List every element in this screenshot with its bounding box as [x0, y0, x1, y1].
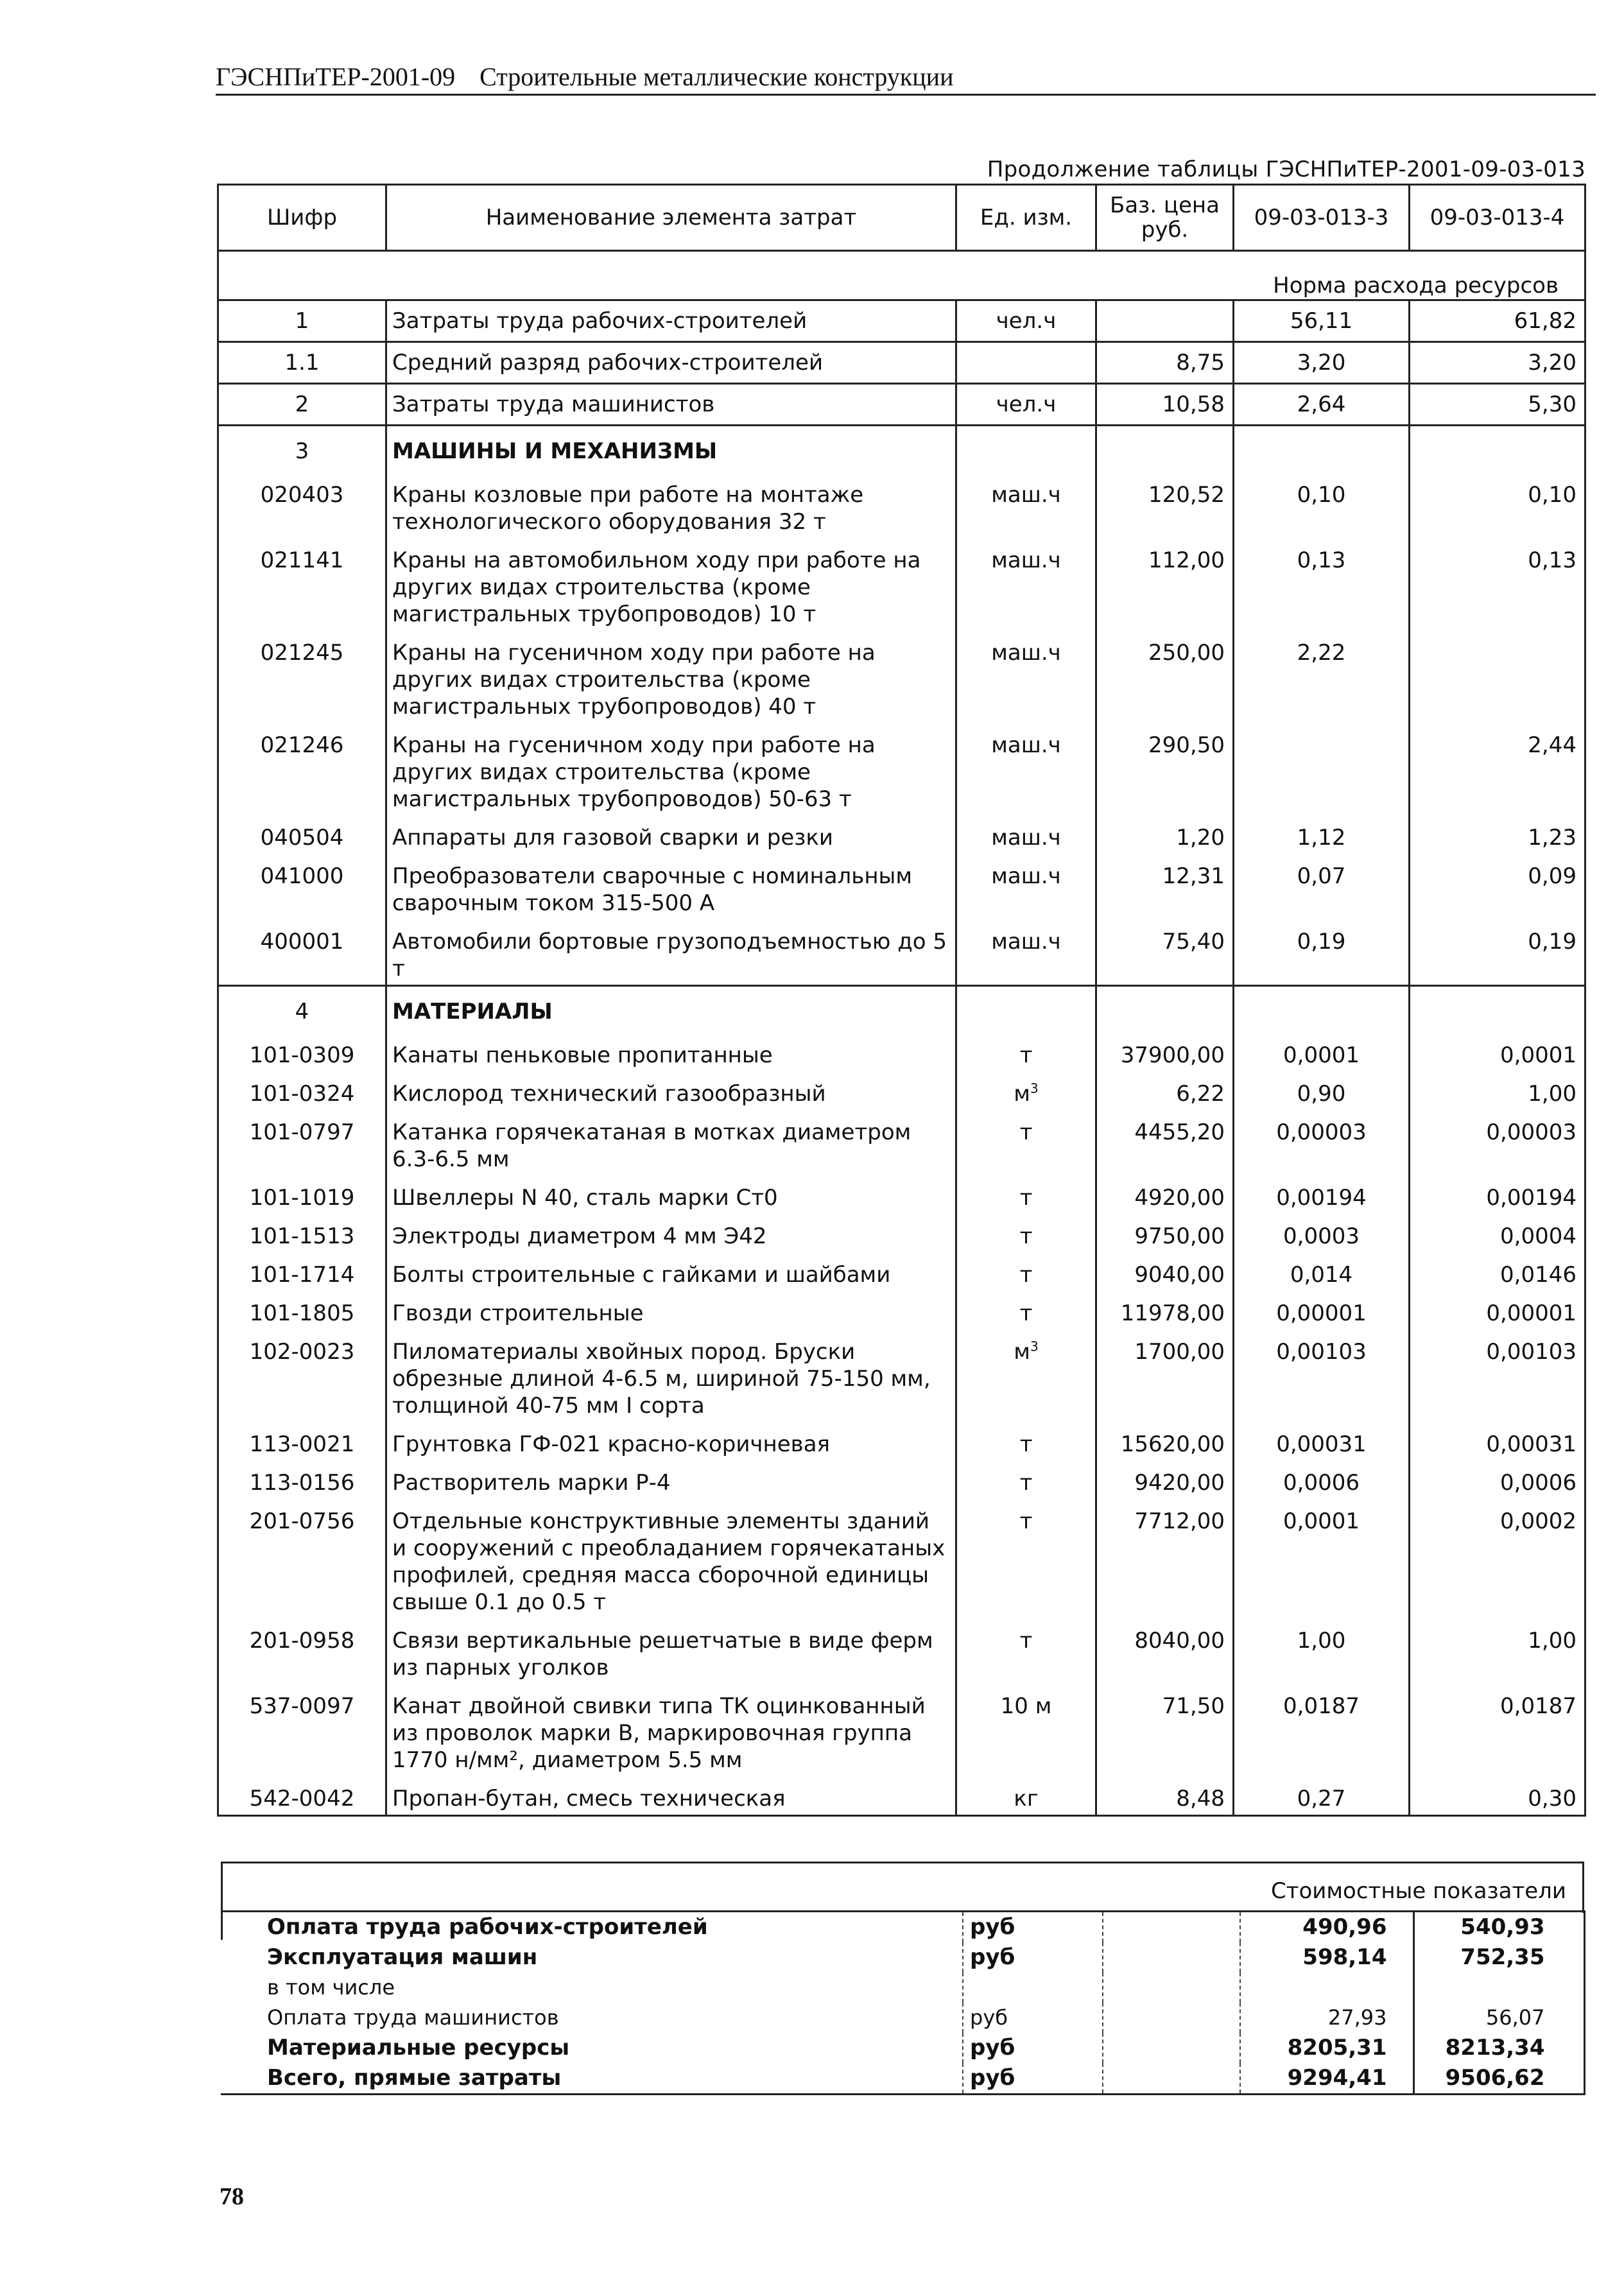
- unit-text: т: [1019, 1223, 1033, 1249]
- norm-caption: Норма расхода ресурсов: [218, 268, 1585, 300]
- empty-cell: [1096, 426, 1234, 473]
- row-name: Краны козловые при работе на монтаже технологического оборудования 32 т: [386, 472, 956, 538]
- row-value-2: 0,30: [1410, 1776, 1585, 1816]
- summary-table-body: [221, 1912, 1584, 2095]
- group-code: 4: [218, 986, 386, 1033]
- row-name: Швеллеры N 40, сталь марки Ст0: [386, 1175, 956, 1214]
- row-name: Грунтовка ГФ-021 красно-коричневая: [386, 1422, 956, 1460]
- row-unit: [956, 1684, 1096, 1776]
- row-code: 041000: [218, 854, 386, 919]
- summary-unit: руб: [963, 2033, 1103, 2063]
- row-price: 6,22: [1096, 1071, 1234, 1110]
- row-name: Гвозди строительные: [386, 1291, 956, 1329]
- unit-text: маш.ч: [991, 732, 1061, 758]
- row-value-2: 0,0002: [1410, 1499, 1585, 1618]
- group-code: 3: [218, 426, 386, 473]
- unit-text: т: [1019, 1470, 1033, 1496]
- summary-row: [221, 2063, 1584, 2095]
- table-row: [218, 815, 1585, 854]
- unit-text: м: [1014, 1081, 1030, 1107]
- row-value-2: 0,00103: [1410, 1329, 1585, 1422]
- table-row: [218, 472, 1585, 538]
- row-value-1: 56,11: [1234, 300, 1410, 342]
- empty-cell: [1410, 426, 1585, 473]
- row-code: 113-0021: [218, 1422, 386, 1460]
- row-price: 71,50: [1096, 1684, 1234, 1776]
- table-row: [218, 1291, 1585, 1329]
- row-name: Средний разряд рабочих-строителей: [386, 342, 956, 384]
- row-name: Канат двойной свивки типа ТК оцинкованный из проволок марки В, маркировочная группа 1770 н/мм², диаметром 5.5 мм: [386, 1684, 956, 1776]
- row-value-1: 3,20: [1234, 342, 1410, 384]
- row-unit: [956, 1291, 1096, 1329]
- unit-text: т: [1019, 1628, 1033, 1654]
- empty-cell: [1103, 2003, 1240, 2033]
- row-name: Пиломатериалы хвойных пород. Бруски обрезные длиной 4-6.5 м, шириной 75-150 мм, толщиной 40-75 мм I сорта: [386, 1329, 956, 1422]
- summary-unit: [963, 1973, 1103, 2003]
- document-title: Строительные металлические конструкции: [479, 62, 954, 91]
- unit-text: маш.ч: [991, 825, 1061, 851]
- table-row: [218, 384, 1585, 426]
- row-value-1: 0,07: [1234, 854, 1410, 919]
- row-unit: [956, 630, 1096, 723]
- running-header: [216, 62, 1596, 92]
- row-value-2: 0,13: [1410, 538, 1585, 630]
- table-row: [218, 1252, 1585, 1291]
- row-value-2: 3,20: [1410, 342, 1585, 384]
- row-value-1: 0,0006: [1234, 1460, 1410, 1499]
- row-name: Кислород технический газообразный: [386, 1071, 956, 1110]
- table-row: [218, 723, 1585, 815]
- table-spacer-row: [218, 251, 1585, 269]
- row-code: 021246: [218, 723, 386, 815]
- row-unit: [956, 538, 1096, 630]
- row-price: 9420,00: [1096, 1460, 1234, 1499]
- unit-text: маш.ч: [991, 482, 1061, 508]
- row-code: 1.1: [218, 342, 386, 384]
- empty-cell: [956, 986, 1096, 1033]
- empty-cell: [1234, 426, 1410, 473]
- unit-text: маш.ч: [991, 548, 1061, 573]
- row-value-1: 0,13: [1234, 538, 1410, 630]
- row-unit: [956, 815, 1096, 854]
- row-name: Краны на автомобильном ходу при работе на других видах строительства (кроме магистральных трубопроводов) 10 т: [386, 538, 956, 630]
- unit-text: маш.ч: [991, 640, 1061, 666]
- unit-text: т: [1019, 1431, 1033, 1457]
- row-name: Автомобили бортовые грузоподъемностью до 5 т: [386, 919, 956, 986]
- row-price: 75,40: [1096, 919, 1234, 986]
- group-header-row: [218, 426, 1585, 473]
- row-price: 1,20: [1096, 815, 1234, 854]
- row-price: 8,48: [1096, 1776, 1234, 1816]
- row-value-2: 0,19: [1410, 919, 1585, 986]
- price-header-line2: руб.: [1141, 217, 1189, 243]
- row-code: 542-0042: [218, 1776, 386, 1816]
- table-row: [218, 854, 1585, 919]
- table-row: [218, 1110, 1585, 1175]
- row-value-1: [1234, 723, 1410, 815]
- summary-unit: руб: [963, 1942, 1103, 1973]
- row-price: 12,31: [1096, 854, 1234, 919]
- summary-value-2: 540,93: [1413, 1912, 1584, 1943]
- row-name: Электроды диаметром 4 мм Э42: [386, 1214, 956, 1252]
- row-value-2: 0,0187: [1410, 1684, 1585, 1776]
- row-value-2: 2,44: [1410, 723, 1585, 815]
- row-value-1: 0,0001: [1234, 1499, 1410, 1618]
- row-code: 101-1019: [218, 1175, 386, 1214]
- row-value-2: 0,10: [1410, 472, 1585, 538]
- row-name: Болты строительные с гайками и шайбами: [386, 1252, 956, 1291]
- row-price: 9040,00: [1096, 1252, 1234, 1291]
- table-row: [218, 1776, 1585, 1816]
- table-row: [218, 1460, 1585, 1499]
- summary-label: Оплата труда рабочих-строителей: [221, 1912, 963, 1943]
- table-row: [218, 1175, 1585, 1214]
- summary-row: [221, 1973, 1584, 2003]
- row-value-2: 1,23: [1410, 815, 1585, 854]
- column-header-code: Шифр: [218, 185, 386, 251]
- row-name: Канаты пеньковые пропитанные: [386, 1033, 956, 1071]
- row-unit: [956, 300, 1096, 342]
- unit-text: т: [1019, 1119, 1033, 1145]
- summary-value-1: 598,14: [1240, 1942, 1413, 1973]
- table-row: [218, 1618, 1585, 1684]
- resource-table-body: [218, 185, 1585, 1816]
- row-price: 4455,20: [1096, 1110, 1234, 1175]
- summary-value-1: 8205,31: [1240, 2033, 1413, 2063]
- unit-text: м: [1014, 1339, 1030, 1365]
- row-code: 201-0756: [218, 1499, 386, 1618]
- summary-value-1: 490,96: [1240, 1912, 1413, 1943]
- empty-cell: [1103, 1973, 1240, 2003]
- table-row: [218, 1684, 1585, 1776]
- row-value-2: 0,00031: [1410, 1422, 1585, 1460]
- summary-value-1: [1240, 1973, 1413, 2003]
- row-value-2: 0,0001: [1410, 1033, 1585, 1071]
- column-header-unit: Ед. изм.: [956, 185, 1096, 251]
- row-price: 11978,00: [1096, 1291, 1234, 1329]
- row-unit: [956, 1460, 1096, 1499]
- row-value-1: 0,00194: [1234, 1175, 1410, 1214]
- table-row: [218, 1499, 1585, 1618]
- summary-value-1: 9294,41: [1240, 2063, 1413, 2095]
- row-unit: [956, 723, 1096, 815]
- row-value-1: 0,014: [1234, 1252, 1410, 1291]
- row-unit: [956, 472, 1096, 538]
- row-code: 537-0097: [218, 1684, 386, 1776]
- summary-frame-right: [1582, 1862, 1584, 1913]
- row-code: 101-0309: [218, 1033, 386, 1071]
- group-title: МАТЕРИАЛЫ: [386, 986, 956, 1033]
- row-value-1: 0,0001: [1234, 1033, 1410, 1071]
- unit-superscript: 3: [1030, 1338, 1039, 1354]
- row-name: Краны на гусеничном ходу при работе на других видах строительства (кроме магистральных трубопроводов) 40 т: [386, 630, 956, 723]
- row-price: 9750,00: [1096, 1214, 1234, 1252]
- row-code: 101-1513: [218, 1214, 386, 1252]
- empty-cell: [1103, 2063, 1240, 2095]
- summary-value-2: 9506,62: [1413, 2063, 1584, 2095]
- row-price: 290,50: [1096, 723, 1234, 815]
- row-value-1: 0,00003: [1234, 1110, 1410, 1175]
- row-unit: [956, 1175, 1096, 1214]
- row-code: 400001: [218, 919, 386, 986]
- row-value-2: 0,0146: [1410, 1252, 1585, 1291]
- row-price: 112,00: [1096, 538, 1234, 630]
- row-code: 020403: [218, 472, 386, 538]
- summary-value-1: 27,93: [1240, 2003, 1413, 2033]
- table-row: [218, 538, 1585, 630]
- table-row: [218, 1033, 1585, 1071]
- summary-row: [221, 2033, 1584, 2063]
- column-header-price: [1096, 185, 1234, 251]
- row-value-1: 1,12: [1234, 815, 1410, 854]
- row-name: Пропан-бутан, смесь техническая: [386, 1776, 956, 1816]
- unit-text: т: [1019, 1301, 1033, 1326]
- row-price: 15620,00: [1096, 1422, 1234, 1460]
- unit-text: т: [1019, 1185, 1033, 1211]
- summary-table: [221, 1910, 1585, 2095]
- row-unit: [956, 919, 1096, 986]
- table-row: [218, 1214, 1585, 1252]
- unit-text: маш.ч: [991, 863, 1061, 889]
- summary-row: [221, 1912, 1584, 1943]
- row-unit: [956, 342, 1096, 384]
- table-row: [218, 1329, 1585, 1422]
- summary-value-2: 56,07: [1413, 2003, 1584, 2033]
- resource-table: [217, 184, 1586, 1817]
- row-value-2: 0,00003: [1410, 1110, 1585, 1175]
- row-value-1: 0,00031: [1234, 1422, 1410, 1460]
- row-name: Краны на гусеничном ходу при работе на других видах строительства (кроме магистральных трубопроводов) 50-63 т: [386, 723, 956, 815]
- row-value-2: 1,00: [1410, 1071, 1585, 1110]
- row-name: Преобразователи сварочные с номинальным сварочным током 315-500 А: [386, 854, 956, 919]
- column-header-v2: 09-03-013-4: [1410, 185, 1585, 251]
- row-unit: [956, 854, 1096, 919]
- table-row: [218, 919, 1585, 986]
- row-value-1: 0,0187: [1234, 1684, 1410, 1776]
- row-value-1: 0,00103: [1234, 1329, 1410, 1422]
- row-code: 201-0958: [218, 1618, 386, 1684]
- summary-frame-top: [221, 1862, 1584, 1863]
- unit-text: т: [1019, 1508, 1033, 1534]
- row-value-1: 0,10: [1234, 472, 1410, 538]
- row-unit: [956, 1776, 1096, 1816]
- summary-label: Эксплуатация машин: [267, 1944, 538, 1970]
- row-unit: [956, 1033, 1096, 1071]
- cost-caption: Стоимостные показатели: [1270, 1878, 1566, 1904]
- empty-cell: [1103, 1942, 1240, 1973]
- row-code: 101-1805: [218, 1291, 386, 1329]
- row-price: 8040,00: [1096, 1618, 1234, 1684]
- row-unit: [956, 1618, 1096, 1684]
- summary-unit: руб: [963, 1912, 1103, 1943]
- row-value-1: 1,00: [1234, 1618, 1410, 1684]
- table-row: [218, 1071, 1585, 1110]
- empty-cell: [1096, 986, 1234, 1033]
- row-name: Связи вертикальные решетчатые в виде ферм из парных уголков: [386, 1618, 956, 1684]
- row-value-1: 0,00001: [1234, 1291, 1410, 1329]
- row-value-1: 0,19: [1234, 919, 1410, 986]
- row-code: 021141: [218, 538, 386, 630]
- norm-caption-row: [218, 268, 1585, 300]
- empty-cell: [1103, 2033, 1240, 2063]
- row-value-2: 0,0004: [1410, 1214, 1585, 1252]
- row-unit: [956, 1252, 1096, 1291]
- unit-text: маш.ч: [991, 929, 1061, 955]
- unit-text: кг: [1014, 1786, 1039, 1811]
- row-value-1: 0,0003: [1234, 1214, 1410, 1252]
- summary-label: в том числе: [267, 1975, 395, 2000]
- summary-label: Материальные ресурсы: [267, 2035, 570, 2061]
- unit-superscript: 3: [1030, 1080, 1039, 1096]
- header-rule: [216, 94, 1596, 96]
- document-code: ГЭСНПиТЕР-2001-09: [216, 62, 456, 91]
- row-value-2: 0,0006: [1410, 1460, 1585, 1499]
- row-name: Аппараты для газовой сварки и резки: [386, 815, 956, 854]
- row-name: Катанка горячекатаная в мотках диаметром 6.3-6.5 мм: [386, 1110, 956, 1175]
- row-unit: [956, 1110, 1096, 1175]
- table-header-row: [218, 185, 1585, 251]
- row-price: 37900,00: [1096, 1033, 1234, 1071]
- row-value-2: 61,82: [1410, 300, 1585, 342]
- summary-label: Оплата труда машинистов: [267, 2005, 559, 2030]
- row-value-2: 5,30: [1410, 384, 1585, 426]
- unit-text: чел.ч: [996, 308, 1057, 334]
- summary-row: [221, 1942, 1584, 1973]
- unit-text: 10 м: [1000, 1693, 1052, 1719]
- summary-value-2: 8213,34: [1413, 2033, 1584, 2063]
- table-row: [218, 300, 1585, 342]
- summary-value-2: 752,35: [1413, 1942, 1584, 1973]
- row-price: 7712,00: [1096, 1499, 1234, 1618]
- summary-unit: руб: [963, 2063, 1103, 2095]
- row-name: Отдельные конструктивные элементы зданий и сооружений с преобладанием горячекатаных профилей, средняя масса сборочной единицы свыше 0.1 до 0.5 т: [386, 1499, 956, 1618]
- row-name: Затраты труда машинистов: [386, 384, 956, 426]
- row-value-1: 2,22: [1234, 630, 1410, 723]
- row-value-1: 0,90: [1234, 1071, 1410, 1110]
- row-unit: [956, 1329, 1096, 1422]
- row-code: 102-0023: [218, 1329, 386, 1422]
- page-number: 78: [220, 2183, 244, 2210]
- table-row: [218, 1422, 1585, 1460]
- row-price: 4920,00: [1096, 1175, 1234, 1214]
- row-unit: [956, 1214, 1096, 1252]
- empty-cell: [1103, 1912, 1240, 1943]
- row-value-2: 0,00001: [1410, 1291, 1585, 1329]
- row-code: 040504: [218, 815, 386, 854]
- row-price: [1096, 300, 1234, 342]
- empty-cell: [1410, 986, 1585, 1033]
- row-code: 021245: [218, 630, 386, 723]
- row-code: 101-1714: [218, 1252, 386, 1291]
- row-code: 113-0156: [218, 1460, 386, 1499]
- summary-value-2: [1413, 1973, 1584, 2003]
- row-unit: [956, 1499, 1096, 1618]
- row-price: 1700,00: [1096, 1329, 1234, 1422]
- row-name: Растворитель марки Р-4: [386, 1460, 956, 1499]
- summary-row: [221, 2003, 1584, 2033]
- row-price: 120,52: [1096, 472, 1234, 538]
- table-row: [218, 630, 1585, 723]
- continuation-caption: Продолжение таблицы ГЭСНПиТЕР-2001-09-03-013: [987, 157, 1585, 182]
- row-value-2: 1,00: [1410, 1618, 1585, 1684]
- empty-cell: [956, 426, 1096, 473]
- row-value-2: 0,09: [1410, 854, 1585, 919]
- summary-unit: руб: [963, 2003, 1103, 2033]
- row-value-1: 0,27: [1234, 1776, 1410, 1816]
- empty-cell: [1234, 986, 1410, 1033]
- unit-text: т: [1019, 1262, 1033, 1288]
- row-value-2: [1410, 630, 1585, 723]
- row-price: 250,00: [1096, 630, 1234, 723]
- row-name: Затраты труда рабочих-строителей: [386, 300, 956, 342]
- row-value-1: 2,64: [1234, 384, 1410, 426]
- summary-label: Всего, прямые затраты: [221, 2063, 963, 2095]
- row-code: 2: [218, 384, 386, 426]
- row-code: 101-0797: [218, 1110, 386, 1175]
- row-price: 8,75: [1096, 342, 1234, 384]
- column-header-name: Наименование элемента затрат: [386, 185, 956, 251]
- row-code: 101-0324: [218, 1071, 386, 1110]
- unit-text: т: [1019, 1042, 1033, 1068]
- group-title: МАШИНЫ И МЕХАНИЗМЫ: [386, 426, 956, 473]
- row-code: 1: [218, 300, 386, 342]
- row-unit: [956, 1422, 1096, 1460]
- row-unit: [956, 1071, 1096, 1110]
- group-header-row: [218, 986, 1585, 1033]
- column-header-v1: 09-03-013-3: [1234, 185, 1410, 251]
- row-price: 10,58: [1096, 384, 1234, 426]
- table-row: [218, 342, 1585, 384]
- unit-text: чел.ч: [996, 392, 1057, 417]
- price-header-line1: Баз. цена: [1110, 193, 1220, 218]
- row-value-2: 0,00194: [1410, 1175, 1585, 1214]
- row-unit: [956, 384, 1096, 426]
